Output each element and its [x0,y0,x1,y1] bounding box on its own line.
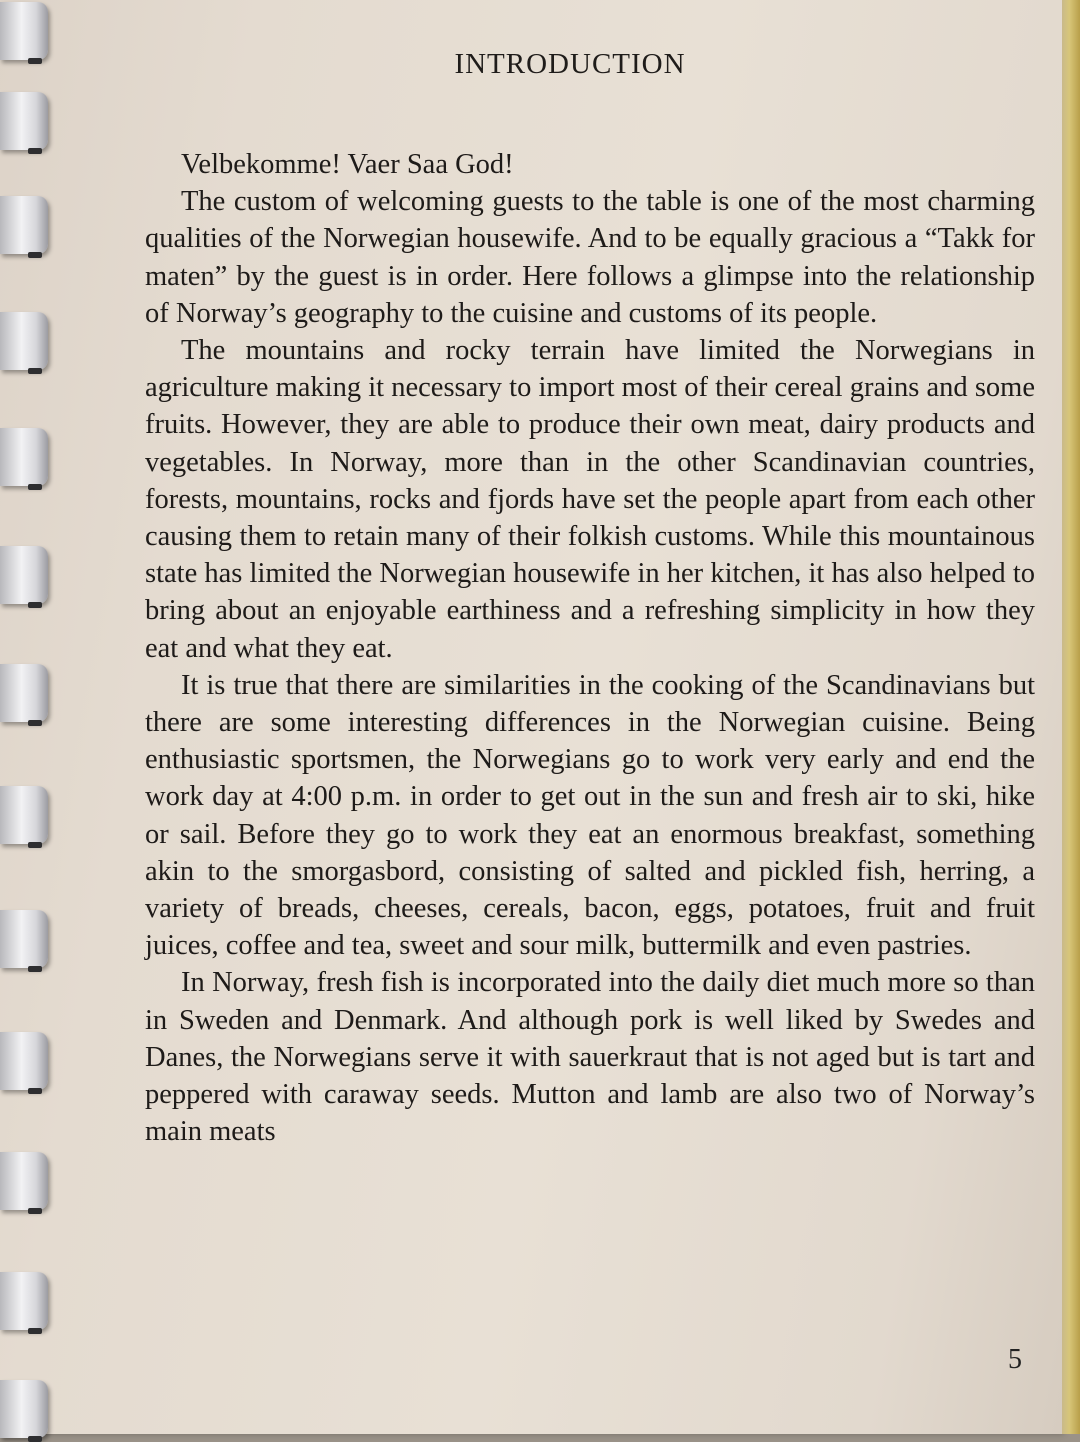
paragraph: The mountains and rocky terrain have limited the Norwegians in agriculture making it necessary to import most of their cereal grains and some fruits. However, they are able to produce their own meat, dairy products and vegetables. In Norway, more than in the other Scandinavian countries, forests, mountains, rocks and fjords have set the people apart from each other causing them to retain many of their folkish customs. While this mountainous state has limited the Norwegian housewife in her kitchen, it has also helped to bring about an enjoyable earthiness and a refreshing simplicity in how they eat and what they eat. [145,335,1035,664]
binding-ring [0,1032,48,1090]
binding-ring [0,92,48,150]
binding-ring [0,664,48,722]
binding-ring [0,312,48,370]
paragraph: The custom of welcoming guests to the table is one of the most charming qualities of the Norwegian housewife. And to be equally gracious a “Takk for maten” by the guest is in order. Here follows a glimpse into the relationship of Norway’s geography to the cuisine and customs of its people. [145,186,1035,329]
page-number: 5 [1008,1344,1022,1375]
paragraph: It is true that there are similarities in the cooking of the Scandinavians but there are some interesting differences in the Norwegian cuisine. Being enthusiastic sportsmen, the Norwegians go to work very early and end the work day at 4:00 p.m. in order to get out in the sun and fresh air to ski, hike or sail. Before they go to work they eat an enormous breakfast, something akin to the smorgasbord, consisting of salted and pickled fish, herring, a variety of breads, cheeses, cereals, bacon, eggs, potatoes, fruit and fruit juices, coffee and tea, sweet and sour milk, buttermilk and even pastries. [145,669,1035,962]
binding-ring [0,1380,48,1438]
body-text [145,146,1035,1150]
binding-ring [0,196,48,254]
greeting-paragraph: Velbekomme! Vaer Saa God! [181,149,514,180]
binding-ring [0,786,48,844]
binding-ring [0,1272,48,1330]
binding-ring [0,546,48,604]
binding-ring [0,910,48,968]
binding-ring [0,428,48,486]
page-heading: INTRODUCTION [454,48,686,80]
page-edge [1062,0,1080,1434]
binding-ring [0,1152,48,1210]
paragraph: In Norway, fresh fish is incorporated into the daily diet much more so than in Sweden and Denmark. And although pork is well liked by Swedes and Danes, the Norwegians serve it with sauerkraut that is not aged but is tart and peppered with caraway seeds. Mutton and lamb are also two of Norway’s main meats [145,967,1035,1148]
spiral-binding [0,0,70,1434]
